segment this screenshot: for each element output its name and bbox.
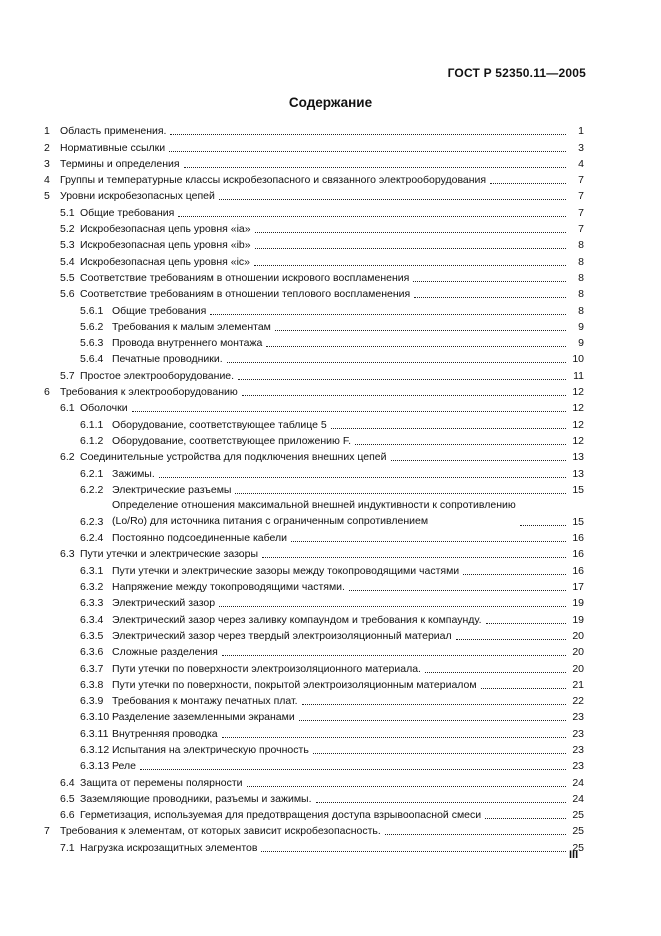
toc-entry [44,252,584,268]
toc-entry-number: 7.1 [60,841,75,854]
toc-entry-label: Сложные разделения [112,646,218,659]
dot-leader [313,753,566,754]
toc-entry-number: 6.6 [60,809,75,822]
dot-leader [349,590,566,591]
toc-entry-page: 16 [572,532,584,545]
toc-entry-label: Реле [112,760,136,773]
toc-entry-page: 15 [572,515,584,528]
toc-entry-number: 6.3.1 [80,564,104,577]
toc-entry-label: Требования к электрооборудованию [60,386,238,399]
toc-entry-label: Зажимы. [112,467,155,480]
toc-entry [44,366,584,382]
dot-leader [219,199,566,200]
toc-entry-number: 6.3.12 [80,743,110,756]
dot-leader [520,525,566,526]
dot-leader [227,362,566,363]
dot-leader [178,216,566,217]
table-of-contents [44,122,584,855]
toc-entry-number: 6.1.1 [80,418,104,431]
toc-entry-number: 6.5 [60,792,75,805]
dot-leader [331,428,566,429]
dot-leader [486,623,567,624]
dot-leader [210,314,566,315]
toc-entry-page: 3 [578,141,584,154]
toc-entry-page: 24 [572,776,584,789]
toc-entry-page: 16 [572,548,584,561]
toc-entry-label: Разделение заземленными экранами [112,711,295,724]
dot-leader [299,720,566,721]
dot-leader [463,574,566,575]
toc-entry-number: 6.3.2 [80,581,104,594]
toc-entry-page: 21 [572,678,584,691]
toc-entry [44,659,584,675]
dot-leader [302,704,566,705]
toc-entry-number: 5.6.3 [80,337,104,350]
toc-entry-number: 6.3.5 [80,629,104,642]
toc-entry [44,155,584,171]
toc-entry-number: 6.2.3 [80,515,104,528]
toc-entry-page: 24 [572,792,584,805]
toc-entry-label: Пути утечки по поверхности, покрытой электроизоляционным материалом [112,678,477,691]
toc-entry-label: Постоянно подсоединенные кабели [112,532,288,545]
toc-entry [44,334,584,350]
dot-leader [247,786,566,787]
toc-entry-page: 19 [572,613,584,626]
toc-entry-number: 6.1 [60,402,75,415]
toc-entry-label: Провода внутреннего монтажа [112,337,263,350]
toc-entry-number: 1 [44,125,50,138]
dot-leader [414,297,566,298]
toc-entry-number: 6.3.4 [80,613,104,626]
dot-leader [391,460,566,461]
toc-entry-label: Напряжение между токопроводящими частями. [112,581,345,594]
toc-entry-label: Искробезопасная цепь уровня «ia» [80,223,251,236]
toc-entry-page: 23 [572,760,584,773]
dot-leader [425,672,566,673]
toc-entry-number: 5.5 [60,271,75,284]
toc-entry-number: 5.1 [60,206,75,219]
toc-entry-label-continued: (Lo/Ro) для источника питания с ограниченным сопротивлением [112,514,429,527]
toc-entry [44,464,584,480]
toc-entry [44,561,584,577]
toc-entry [44,448,584,464]
toc-entry-page: 12 [572,402,584,415]
toc-entry [44,529,584,545]
toc-entry-label: Общие требования [112,304,207,317]
toc-entry [44,203,584,219]
dot-leader [255,248,566,249]
toc-entry [44,741,584,757]
toc-entry [44,497,584,529]
toc-entry [44,806,584,822]
toc-entry-label: Искробезопасная цепь уровня «ib» [80,239,251,252]
toc-entry-label-block [112,497,516,529]
toc-entry [44,301,584,317]
toc-entry-number: 5.4 [60,255,75,268]
dot-leader [485,818,566,819]
toc-entry-page: 8 [578,271,584,284]
dot-leader [316,802,566,803]
dot-leader [261,851,566,852]
toc-entry-label: Требования к элементам, от которых зависит искробезопасность. [60,825,381,838]
toc-entry [44,643,584,659]
toc-entry-number: 5.3 [60,239,75,252]
toc-entry-label: Требования к монтажу печатных плат. [112,695,298,708]
dot-leader [262,557,566,558]
toc-entry [44,610,584,626]
standard-number: ГОСТ Р 52350.11—2005 [447,66,586,80]
toc-entry-label: Нормативные ссылки [60,141,166,154]
toc-entry-label: Пути утечки по поверхности электроизоляционного материала. [112,662,421,675]
toc-entry-number: 5.6 [60,288,75,301]
toc-entry [44,122,584,138]
toc-entry [44,627,584,643]
toc-entry-label: Электрический зазор через заливку компаундом и требования к компаунду. [112,613,482,626]
toc-entry [44,285,584,301]
toc-entry-page: 12 [572,434,584,447]
toc-entry-number: 5 [44,190,50,203]
dot-leader [275,330,566,331]
toc-entry-page: 22 [572,695,584,708]
toc-entry [44,757,584,773]
toc-entry-label: Испытания на электрическую прочность [112,743,309,756]
toc-entry-number: 6.3.6 [80,646,104,659]
dot-leader [413,281,566,282]
toc-entry [44,724,584,740]
toc-entry-label: Термины и определения [60,157,180,170]
toc-entry-number: 4 [44,174,50,187]
toc-entry [44,269,584,285]
toc-entry-number: 6.1.2 [80,434,104,447]
dot-leader [140,769,566,770]
toc-entry [44,171,584,187]
toc-entry-label: Соответствие требованиям в отношении искрового воспламенения [80,271,410,284]
toc-entry [44,399,584,415]
toc-entry-number: 6 [44,386,50,399]
toc-entry-page: 20 [572,646,584,659]
dot-leader [222,737,566,738]
toc-entry-number: 6.2 [60,451,75,464]
toc-entry-number: 5.6.4 [80,353,104,366]
toc-entry-page: 8 [578,255,584,268]
toc-entry [44,350,584,366]
toc-entry-page: 23 [572,743,584,756]
toc-entry-page: 8 [578,288,584,301]
toc-entry-label: Оборудование, соответствующее таблице 5 [112,418,327,431]
dot-leader [385,834,566,835]
toc-entry-number: 6.2.4 [80,532,104,545]
dot-leader [355,444,566,445]
dot-leader [235,493,566,494]
toc-entry [44,578,584,594]
toc-entry-label: Герметизация, используемая для предотвращения доступа взрывоопасной смеси [80,809,482,822]
dot-leader [222,655,566,656]
toc-entry-number: 5.6.2 [80,320,104,333]
toc-entry-page: 7 [578,174,584,187]
toc-entry-label: Нагрузка искрозащитных элементов [80,841,258,854]
toc-entry-label: Защита от перемены полярности [80,776,243,789]
toc-entry-number: 2 [44,141,50,154]
toc-entry-number: 6.3.11 [80,727,109,740]
toc-entry-label: Уровни искробезопасных цепей [60,190,215,203]
toc-entry [44,220,584,236]
toc-entry [44,138,584,154]
toc-entry [44,822,584,838]
toc-entry-page: 13 [572,467,584,480]
dot-leader [170,134,566,135]
toc-entry-number: 6.3 [60,548,75,561]
toc-entry-label: Общие требования [80,206,175,219]
toc-entry [44,187,584,203]
toc-entry-label: Пути утечки и электрические зазоры [80,548,259,561]
toc-entry-number: 5.6.1 [80,304,104,317]
toc-entry [44,708,584,724]
toc-entry-page: 8 [578,304,584,317]
dot-leader [481,688,566,689]
toc-entry-page: 10 [572,353,584,366]
toc-entry-label: Внутренняя проводка [112,727,218,740]
dot-leader [184,167,566,168]
dot-leader [456,639,566,640]
toc-entry-label: Простое электрооборудование. [80,369,235,382]
toc-entry [44,318,584,334]
toc-entry-page: 20 [572,662,584,675]
dot-leader [219,606,566,607]
toc-entry-label: Оборудование, соответствующее приложению F. [112,434,352,447]
dot-leader [159,477,566,478]
toc-entry-number: 6.3.10 [80,711,110,724]
toc-entry [44,838,584,854]
toc-entry-page: 7 [578,223,584,236]
page-number: III [569,849,579,861]
dot-leader [266,346,566,347]
dot-leader [238,379,566,380]
toc-entry-number: 6.2.1 [80,467,104,480]
toc-entry-label: Соединительные устройства для подключения внешних цепей [80,451,387,464]
toc-entry-number: 6.3.9 [80,695,104,708]
toc-entry-page: 13 [572,451,584,464]
toc-entry-page: 25 [572,809,584,822]
toc-entry-label: Пути утечки и электрические зазоры между токопроводящими частями [112,564,460,577]
toc-entry-label: Электрический зазор [112,597,216,610]
toc-entry [44,545,584,561]
toc-entry-label: Соответствие требованиям в отношении теплового воспламенения [80,288,411,301]
toc-entry-number: 5.2 [60,223,75,236]
toc-entry-label: Определение отношения максимальной внешней индуктивности к сопротивлению [112,498,516,511]
toc-entry-number: 6.4 [60,776,75,789]
toc-entry-page: 7 [578,190,584,203]
toc-entry-number: 6.3.3 [80,597,104,610]
toc-entry [44,790,584,806]
toc-entry-page: 23 [572,727,584,740]
toc-entry-page: 15 [572,483,584,496]
toc-entry-page: 9 [578,337,584,350]
toc-entry-page: 17 [572,581,584,594]
toc-entry [44,415,584,431]
toc-entry-number: 3 [44,157,50,170]
toc-entry-page: 25 [572,825,584,838]
toc-entry-label: Электрический зазор через твердый электроизоляционный материал [112,629,452,642]
page-title: Содержание [288,95,373,110]
toc-entry-label: Оболочки [80,402,128,415]
toc-entry-label: Заземляющие проводники, разъемы и зажимы. [80,792,312,805]
toc-entry-label: Область применения. [60,125,167,138]
toc-entry [44,383,584,399]
toc-entry-page: 1 [578,125,584,138]
dot-leader [255,232,566,233]
toc-entry [44,481,584,497]
toc-entry-number: 6.3.13 [80,760,110,773]
toc-entry-page: 7 [578,206,584,219]
toc-entry-page: 20 [572,629,584,642]
toc-entry [44,594,584,610]
toc-entry [44,236,584,252]
toc-entry-number: 5.7 [60,369,75,382]
toc-entry [44,432,584,448]
toc-entry-label: Группы и температурные классы искробезопасного и связанного электрооборудования [60,174,487,187]
toc-entry-page: 16 [572,564,584,577]
dot-leader [242,395,566,396]
toc-entry-page: 9 [578,320,584,333]
toc-entry-label: Искробезопасная цепь уровня «ic» [80,255,250,268]
toc-entry-number: 6.3.7 [80,662,104,675]
toc-entry-number: 6.2.2 [80,483,104,496]
toc-entry-number: 7 [44,825,50,838]
toc-entry-label: Печатные проводники. [112,353,223,366]
toc-entry-page: 11 [573,369,584,382]
toc-entry-page: 4 [578,157,584,170]
dot-leader [490,183,566,184]
dot-leader [169,151,566,152]
toc-entry-label: Требования к малым элементам [112,320,271,333]
toc-entry [44,676,584,692]
toc-entry [44,692,584,708]
toc-entry-page: 19 [572,597,584,610]
dot-leader [132,411,566,412]
toc-entry-page: 8 [578,239,584,252]
toc-entry-page: 25 [572,841,584,854]
toc-entry-number: 6.3.8 [80,678,104,691]
toc-entry [44,773,584,789]
toc-entry-page: 12 [572,418,584,431]
toc-entry-label: Электрические разъемы [112,483,232,496]
dot-leader [291,541,566,542]
dot-leader [254,265,566,266]
toc-entry-page: 12 [572,386,584,399]
toc-entry-page: 23 [572,711,584,724]
